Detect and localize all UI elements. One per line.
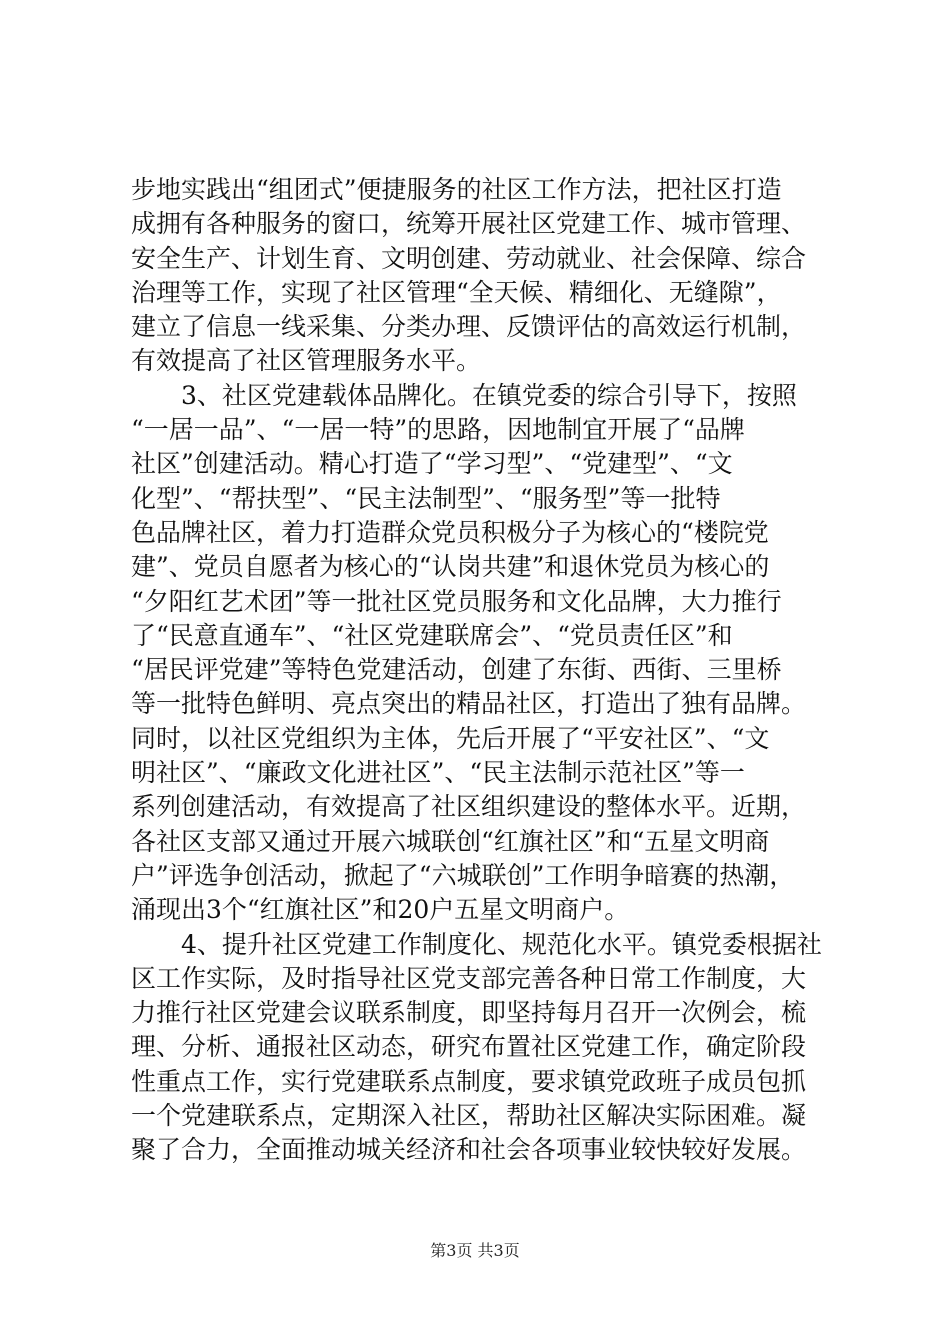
text-line: 色品牌社区，着力打造群众党员积极分子为核心的“楼院党: [131, 517, 769, 547]
text-line: 聚了合力，全面推动城关经济和社会各项事业较快较好发展。: [131, 1135, 807, 1165]
text-line: “一居一品”、“一居一特”的思路，因地制宜开展了“品牌: [131, 415, 745, 445]
page-footer: 第3页 共3页: [430, 1241, 520, 1260]
text-line: 建立了信息一线采集、分类办理、反馈评估的高效运行机制，: [131, 312, 807, 342]
text-line: 明社区”、“廉政文化进社区”、“民主法制示范社区”等一: [131, 758, 745, 788]
text-line: 3、社区党建载体品牌化。在镇党委的综合引导下，按照: [131, 380, 797, 410]
text-line: 一个党建联系点，定期深入社区，帮助社区解决实际困难。凝: [131, 1101, 807, 1131]
text-line: 各社区支部又通过开展六城联创“红旗社区”和“五星文明商: [131, 826, 770, 856]
text-line: 建”、党员自愿者为核心的“认岗共建”和退休党员为核心的: [131, 552, 770, 582]
text-line: 安全生产、计划生育、文明创建、劳动就业、社会保障、综合: [131, 243, 807, 273]
text-line: 成拥有各种服务的窗口，统筹开展社区党建工作、城市管理、: [131, 209, 807, 239]
text-line: 区工作实际，及时指导社区党支部完善各种日常工作制度，大: [131, 963, 807, 993]
text-line: 有效提高了社区管理服务水平。: [131, 346, 482, 376]
text-line: 力推行社区党建会议联系制度，即坚持每月召开一次例会，梳: [131, 998, 807, 1028]
body-text: [131, 173, 831, 1168]
text-line: 涌现出3个“红旗社区”和20户五星文明商户。: [131, 895, 630, 925]
text-line: 步地实践出“组团式”便捷服务的社区工作方法，把社区打造: [131, 175, 782, 204]
text-line: 等一批特色鲜明、亮点突出的精品社区，打造出了独有品牌。: [131, 689, 807, 719]
text-line: 性重点工作，实行党建联系点制度，要求镇党政班子成员包抓: [131, 1066, 807, 1096]
text-line: “夕阳红艺术团”等一批社区党员服务和文化品牌，大力推行: [131, 586, 782, 616]
text-line: 社区”创建活动。精心打造了“学习型”、“党建型”、“文: [131, 449, 733, 479]
text-line: 4、提升社区党建工作制度化、规范化水平。镇党委根据社: [131, 929, 822, 959]
text-line: 了“民意直通车”、“社区党建联席会”、“党员责任区”和: [131, 620, 733, 650]
text-line: 户”评选争创活动，掀起了“六城联创”工作明争暗赛的热潮，: [131, 860, 795, 890]
text-line: 系列创建活动，有效提高了社区组织建设的整体水平。近期，: [131, 792, 807, 822]
text-line: 同时，以社区党组织为主体，先后开展了“平安社区”、“文: [131, 723, 770, 753]
text-line: 治理等工作，实现了社区管理“全天候、精细化、无缝隙”，: [131, 277, 782, 307]
text-line: 化型”、“帮扶型”、“民主法制型”、“服务型”等一批特: [131, 483, 721, 513]
text-line: “居民评党建”等特色党建活动，创建了东街、西街、三里桥: [131, 655, 782, 685]
text-line: 理、分析、通报社区动态，研究布置社区党建工作，确定阶段: [131, 1032, 807, 1062]
